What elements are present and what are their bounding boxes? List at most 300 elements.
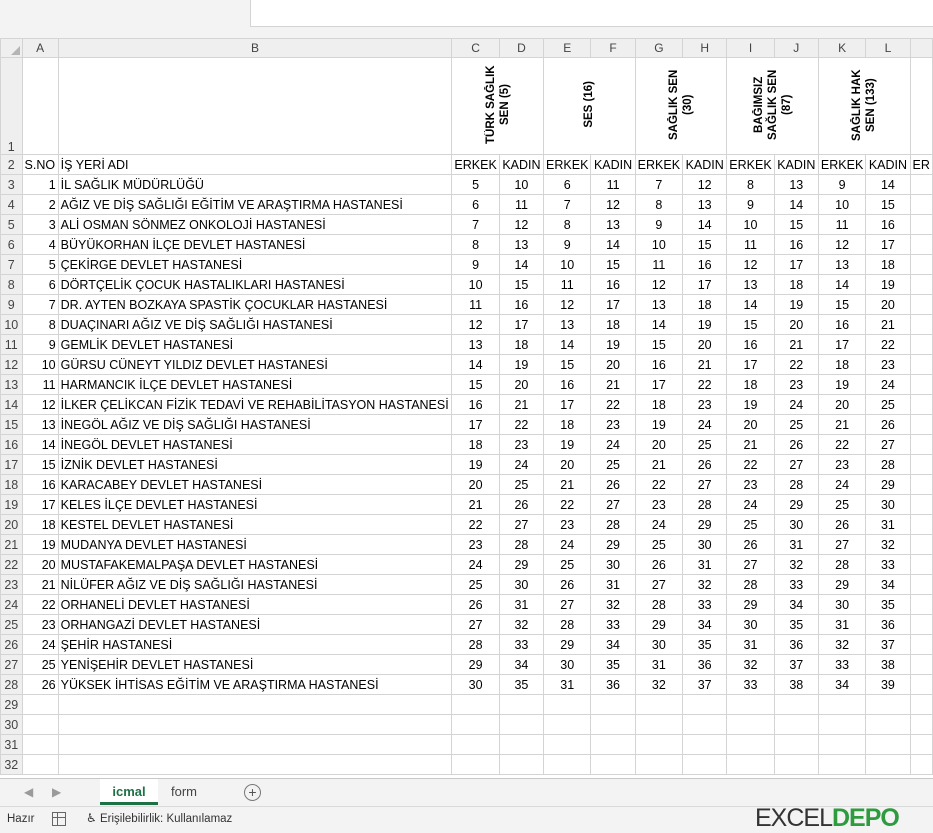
row-header[interactable]: 8 [1, 275, 23, 295]
select-all-corner[interactable] [1, 39, 23, 58]
cell[interactable] [58, 755, 452, 775]
cell[interactable] [635, 735, 682, 755]
count-cell[interactable]: 5 [452, 175, 499, 195]
cell[interactable] [910, 255, 932, 275]
sno-cell[interactable]: 21 [22, 575, 58, 595]
column-header[interactable]: J [774, 39, 818, 58]
count-cell[interactable]: 14 [591, 235, 635, 255]
count-cell[interactable]: 22 [635, 475, 682, 495]
count-cell[interactable]: 33 [866, 555, 910, 575]
count-cell[interactable]: 26 [866, 415, 910, 435]
count-cell[interactable]: 25 [727, 515, 774, 535]
count-cell[interactable]: 25 [591, 455, 635, 475]
count-cell[interactable]: 25 [866, 395, 910, 415]
count-cell[interactable]: 20 [774, 315, 818, 335]
cell[interactable] [635, 715, 682, 735]
count-cell[interactable]: 26 [727, 535, 774, 555]
name-cell[interactable]: AĞIZ VE DİŞ SAĞLIĞI EĞİTİM VE ARAŞTIRMA HASTANESİ [58, 195, 452, 215]
count-cell[interactable]: 27 [544, 595, 591, 615]
count-cell[interactable]: 6 [452, 195, 499, 215]
sno-cell[interactable]: 24 [22, 635, 58, 655]
count-cell[interactable]: 11 [591, 175, 635, 195]
count-cell[interactable]: 34 [866, 575, 910, 595]
name-cell[interactable]: HARMANCIK İLÇE DEVLET HASTANESİ [58, 375, 452, 395]
count-cell[interactable]: 32 [818, 635, 865, 655]
count-cell[interactable]: 20 [635, 435, 682, 455]
name-cell[interactable]: KARACABEY DEVLET HASTANESİ [58, 475, 452, 495]
count-cell[interactable]: 16 [591, 275, 635, 295]
count-cell[interactable]: 12 [544, 295, 591, 315]
count-cell[interactable]: 27 [818, 535, 865, 555]
sno-cell[interactable]: 18 [22, 515, 58, 535]
count-cell[interactable]: 26 [635, 555, 682, 575]
count-cell[interactable]: 15 [683, 235, 727, 255]
cell[interactable] [910, 295, 932, 315]
count-cell[interactable]: 27 [727, 555, 774, 575]
count-cell[interactable]: 23 [727, 475, 774, 495]
count-cell[interactable]: 11 [818, 215, 865, 235]
column-header[interactable]: F [591, 39, 635, 58]
name-cell[interactable]: İNEGÖL AĞIZ VE DİŞ SAĞLIĞI HASTANESİ [58, 415, 452, 435]
cell[interactable] [727, 695, 774, 715]
name-cell[interactable]: ORHANELİ DEVLET HASTANESİ [58, 595, 452, 615]
count-cell[interactable]: 20 [452, 475, 499, 495]
count-cell[interactable]: 34 [683, 615, 727, 635]
count-cell[interactable]: 29 [683, 515, 727, 535]
kadin-header-cell[interactable]: KADIN [683, 155, 727, 175]
cell[interactable] [22, 755, 58, 775]
count-cell[interactable]: 15 [818, 295, 865, 315]
cell[interactable] [499, 735, 543, 755]
name-cell[interactable]: ŞEHİR HASTANESİ [58, 635, 452, 655]
name-cell[interactable]: NİLÜFER AĞIZ VE DİŞ SAĞLIĞI HASTANESİ [58, 575, 452, 595]
count-cell[interactable]: 30 [727, 615, 774, 635]
cell[interactable] [910, 495, 932, 515]
count-cell[interactable]: 12 [635, 275, 682, 295]
count-cell[interactable]: 34 [591, 635, 635, 655]
cell[interactable] [774, 715, 818, 735]
count-cell[interactable]: 18 [683, 295, 727, 315]
sno-cell[interactable]: 4 [22, 235, 58, 255]
count-cell[interactable]: 15 [544, 355, 591, 375]
row-header[interactable]: 15 [1, 415, 23, 435]
name-cell[interactable]: YENİŞEHİR DEVLET HASTANESİ [58, 655, 452, 675]
count-cell[interactable]: 28 [635, 595, 682, 615]
cell[interactable] [910, 435, 932, 455]
count-cell[interactable]: 31 [544, 675, 591, 695]
row-header[interactable]: 29 [1, 695, 23, 715]
count-cell[interactable]: 17 [866, 235, 910, 255]
row-header[interactable]: 16 [1, 435, 23, 455]
row-header[interactable]: 26 [1, 635, 23, 655]
cell[interactable] [910, 355, 932, 375]
cell[interactable] [866, 735, 910, 755]
cell[interactable] [818, 695, 865, 715]
count-cell[interactable]: 20 [499, 375, 543, 395]
count-cell[interactable]: 11 [452, 295, 499, 315]
count-cell[interactable]: 8 [635, 195, 682, 215]
count-cell[interactable]: 37 [866, 635, 910, 655]
cell[interactable] [22, 695, 58, 715]
count-cell[interactable]: 16 [635, 355, 682, 375]
tab-icmal[interactable]: icmal [100, 779, 158, 805]
cell[interactable] [910, 615, 932, 635]
cell[interactable] [774, 695, 818, 715]
count-cell[interactable]: 24 [452, 555, 499, 575]
count-cell[interactable]: 9 [635, 215, 682, 235]
count-cell[interactable]: 7 [452, 215, 499, 235]
count-cell[interactable]: 31 [774, 535, 818, 555]
sno-cell[interactable]: 17 [22, 495, 58, 515]
count-cell[interactable]: 30 [452, 675, 499, 695]
count-cell[interactable]: 10 [818, 195, 865, 215]
count-cell[interactable]: 25 [452, 575, 499, 595]
cell[interactable] [910, 575, 932, 595]
cell[interactable] [544, 695, 591, 715]
count-cell[interactable]: 21 [683, 355, 727, 375]
count-cell[interactable]: 39 [866, 675, 910, 695]
count-cell[interactable]: 24 [818, 475, 865, 495]
count-cell[interactable]: 26 [452, 595, 499, 615]
cell[interactable] [683, 735, 727, 755]
count-cell[interactable]: 16 [774, 235, 818, 255]
count-cell[interactable]: 9 [544, 235, 591, 255]
count-cell[interactable]: 19 [591, 335, 635, 355]
count-cell[interactable]: 28 [818, 555, 865, 575]
count-cell[interactable]: 18 [774, 275, 818, 295]
count-cell[interactable]: 34 [774, 595, 818, 615]
count-cell[interactable]: 22 [774, 355, 818, 375]
count-cell[interactable]: 15 [866, 195, 910, 215]
tab-form[interactable]: form [171, 784, 197, 799]
count-cell[interactable]: 17 [635, 375, 682, 395]
count-cell[interactable]: 13 [727, 275, 774, 295]
row-header[interactable]: 13 [1, 375, 23, 395]
count-cell[interactable]: 16 [866, 215, 910, 235]
count-cell[interactable]: 27 [499, 515, 543, 535]
count-cell[interactable]: 17 [499, 315, 543, 335]
count-cell[interactable]: 13 [683, 195, 727, 215]
erkek-header-cell[interactable]: ERKEK [635, 155, 682, 175]
count-cell[interactable]: 21 [452, 495, 499, 515]
count-cell[interactable]: 33 [591, 615, 635, 635]
sno-cell[interactable]: 16 [22, 475, 58, 495]
row-header[interactable]: 7 [1, 255, 23, 275]
count-cell[interactable]: 14 [635, 315, 682, 335]
cell[interactable] [866, 715, 910, 735]
count-cell[interactable]: 19 [727, 395, 774, 415]
count-cell[interactable]: 27 [591, 495, 635, 515]
count-cell[interactable]: 27 [683, 475, 727, 495]
tab-scroll-left-icon[interactable]: ◀ [24, 785, 34, 799]
accessibility-icon[interactable]: ♿ [86, 811, 97, 825]
cell[interactable] [727, 755, 774, 775]
count-cell[interactable]: 17 [452, 415, 499, 435]
count-cell[interactable]: 21 [866, 315, 910, 335]
count-cell[interactable]: 32 [683, 575, 727, 595]
cell[interactable] [499, 755, 543, 775]
count-cell[interactable]: 17 [727, 355, 774, 375]
count-cell[interactable]: 26 [499, 495, 543, 515]
count-cell[interactable]: 38 [774, 675, 818, 695]
name-cell[interactable]: İZNİK DEVLET HASTANESİ [58, 455, 452, 475]
row-header[interactable]: 28 [1, 675, 23, 695]
add-sheet-button[interactable] [244, 784, 261, 801]
cell[interactable] [910, 275, 932, 295]
row-header[interactable]: 22 [1, 555, 23, 575]
cell[interactable] [910, 755, 932, 775]
count-cell[interactable]: 29 [774, 495, 818, 515]
count-cell[interactable]: 31 [591, 575, 635, 595]
count-cell[interactable]: 24 [544, 535, 591, 555]
accessibility-status[interactable]: Erişilebilirlik: Kullanılamaz [100, 813, 233, 825]
sno-cell[interactable]: 8 [22, 315, 58, 335]
count-cell[interactable]: 31 [499, 595, 543, 615]
count-cell[interactable]: 36 [683, 655, 727, 675]
count-cell[interactable]: 11 [635, 255, 682, 275]
count-cell[interactable]: 27 [866, 435, 910, 455]
cell[interactable] [544, 735, 591, 755]
count-cell[interactable]: 12 [727, 255, 774, 275]
count-cell[interactable]: 25 [499, 475, 543, 495]
cell[interactable] [499, 695, 543, 715]
column-header[interactable]: A [22, 39, 58, 58]
union-group-header[interactable] [727, 58, 819, 155]
row-header[interactable]: 6 [1, 235, 23, 255]
cell[interactable] [910, 715, 932, 735]
count-cell[interactable]: 10 [727, 215, 774, 235]
count-cell[interactable]: 32 [774, 555, 818, 575]
sno-cell[interactable]: 12 [22, 395, 58, 415]
cell[interactable] [683, 695, 727, 715]
cell[interactable] [727, 735, 774, 755]
cell[interactable] [818, 735, 865, 755]
count-cell[interactable]: 22 [591, 395, 635, 415]
count-cell[interactable]: 35 [591, 655, 635, 675]
count-cell[interactable]: 37 [683, 675, 727, 695]
count-cell[interactable]: 29 [635, 615, 682, 635]
count-cell[interactable]: 10 [452, 275, 499, 295]
count-cell[interactable]: 17 [818, 335, 865, 355]
count-cell[interactable]: 18 [591, 315, 635, 335]
count-cell[interactable]: 13 [774, 175, 818, 195]
count-cell[interactable]: 9 [452, 255, 499, 275]
cell[interactable] [499, 715, 543, 735]
count-cell[interactable]: 21 [818, 415, 865, 435]
count-cell[interactable]: 28 [774, 475, 818, 495]
cell[interactable] [683, 715, 727, 735]
count-cell[interactable]: 26 [774, 435, 818, 455]
sno-cell[interactable]: 20 [22, 555, 58, 575]
cell[interactable] [910, 215, 932, 235]
count-cell[interactable]: 16 [499, 295, 543, 315]
count-cell[interactable]: 9 [818, 175, 865, 195]
count-cell[interactable]: 22 [727, 455, 774, 475]
count-cell[interactable]: 35 [683, 635, 727, 655]
count-cell[interactable]: 14 [683, 215, 727, 235]
count-cell[interactable]: 32 [635, 675, 682, 695]
union-group-header[interactable] [544, 58, 636, 155]
count-cell[interactable]: 21 [774, 335, 818, 355]
count-cell[interactable]: 20 [866, 295, 910, 315]
row-header[interactable]: 2 [1, 155, 23, 175]
count-cell[interactable]: 18 [727, 375, 774, 395]
cell[interactable] [544, 755, 591, 775]
name-cell[interactable]: DUAÇINARI AĞIZ VE DİŞ SAĞLIĞI HASTANESİ [58, 315, 452, 335]
count-cell[interactable]: 19 [544, 435, 591, 455]
kadin-header-cell[interactable]: KADIN [499, 155, 543, 175]
name-cell[interactable]: GÜRSU CÜNEYT YILDIZ DEVLET HASTANESİ [58, 355, 452, 375]
count-cell[interactable]: 17 [683, 275, 727, 295]
row-header[interactable]: 12 [1, 355, 23, 375]
sno-cell[interactable]: 19 [22, 535, 58, 555]
count-cell[interactable]: 19 [499, 355, 543, 375]
cell[interactable] [910, 695, 932, 715]
count-cell[interactable]: 30 [866, 495, 910, 515]
sno-cell[interactable]: 10 [22, 355, 58, 375]
count-cell[interactable]: 33 [499, 635, 543, 655]
count-cell[interactable]: 14 [499, 255, 543, 275]
count-cell[interactable]: 20 [727, 415, 774, 435]
count-cell[interactable]: 18 [452, 435, 499, 455]
count-cell[interactable]: 23 [544, 515, 591, 535]
cell[interactable] [866, 695, 910, 715]
count-cell[interactable]: 15 [591, 255, 635, 275]
cell[interactable] [727, 715, 774, 735]
column-header[interactable]: D [499, 39, 543, 58]
count-cell[interactable]: 14 [774, 195, 818, 215]
count-cell[interactable]: 25 [635, 535, 682, 555]
kadin-header-cell[interactable]: KADIN [774, 155, 818, 175]
count-cell[interactable]: 18 [544, 415, 591, 435]
count-cell[interactable]: 22 [683, 375, 727, 395]
sno-cell[interactable]: 6 [22, 275, 58, 295]
count-cell[interactable]: 20 [544, 455, 591, 475]
row-header[interactable]: 25 [1, 615, 23, 635]
count-cell[interactable]: 21 [635, 455, 682, 475]
column-header-partial[interactable] [910, 39, 932, 58]
cell[interactable] [910, 475, 932, 495]
count-cell[interactable]: 22 [818, 435, 865, 455]
count-cell[interactable]: 25 [774, 415, 818, 435]
count-cell[interactable]: 21 [499, 395, 543, 415]
count-cell[interactable]: 31 [727, 635, 774, 655]
cell[interactable] [910, 535, 932, 555]
count-cell[interactable]: 28 [866, 455, 910, 475]
count-cell[interactable]: 30 [635, 635, 682, 655]
count-cell[interactable]: 19 [774, 295, 818, 315]
count-cell[interactable]: 31 [635, 655, 682, 675]
count-cell[interactable]: 7 [544, 195, 591, 215]
count-cell[interactable]: 29 [818, 575, 865, 595]
count-cell[interactable]: 35 [499, 675, 543, 695]
cell[interactable] [58, 695, 452, 715]
count-cell[interactable]: 15 [635, 335, 682, 355]
row-header[interactable]: 27 [1, 655, 23, 675]
count-cell[interactable]: 18 [866, 255, 910, 275]
count-cell[interactable]: 33 [727, 675, 774, 695]
name-header-cell[interactable]: İŞ YERİ ADI [58, 155, 452, 175]
count-cell[interactable]: 36 [866, 615, 910, 635]
count-cell[interactable]: 19 [683, 315, 727, 335]
count-cell[interactable]: 24 [866, 375, 910, 395]
count-cell[interactable]: 30 [818, 595, 865, 615]
sno-cell[interactable]: 7 [22, 295, 58, 315]
count-cell[interactable]: 28 [591, 515, 635, 535]
cell[interactable] [591, 695, 635, 715]
count-cell[interactable]: 23 [866, 355, 910, 375]
cell[interactable] [818, 755, 865, 775]
cell[interactable] [910, 395, 932, 415]
count-cell[interactable]: 34 [499, 655, 543, 675]
union-group-header[interactable] [452, 58, 544, 155]
count-cell[interactable]: 20 [818, 395, 865, 415]
count-cell[interactable]: 7 [635, 175, 682, 195]
row-header[interactable]: 10 [1, 315, 23, 335]
count-cell[interactable]: 29 [866, 475, 910, 495]
count-cell[interactable]: 18 [818, 355, 865, 375]
count-cell[interactable]: 27 [635, 575, 682, 595]
cell[interactable] [591, 735, 635, 755]
cell[interactable] [910, 455, 932, 475]
count-cell[interactable]: 17 [544, 395, 591, 415]
count-cell[interactable]: 12 [499, 215, 543, 235]
count-cell[interactable]: 36 [591, 675, 635, 695]
count-cell[interactable]: 10 [499, 175, 543, 195]
row-header[interactable]: 4 [1, 195, 23, 215]
cell[interactable] [910, 635, 932, 655]
count-cell[interactable]: 27 [774, 455, 818, 475]
count-cell[interactable]: 29 [452, 655, 499, 675]
cell[interactable] [635, 755, 682, 775]
row-header[interactable]: 32 [1, 755, 23, 775]
count-cell[interactable]: 23 [635, 495, 682, 515]
sno-cell[interactable]: 23 [22, 615, 58, 635]
row-header[interactable]: 3 [1, 175, 23, 195]
count-cell[interactable]: 16 [544, 375, 591, 395]
count-cell[interactable]: 20 [683, 335, 727, 355]
count-cell[interactable]: 11 [499, 195, 543, 215]
cell[interactable] [452, 695, 499, 715]
count-cell[interactable]: 8 [452, 235, 499, 255]
row-header[interactable]: 30 [1, 715, 23, 735]
count-cell[interactable]: 36 [774, 635, 818, 655]
cell[interactable] [22, 715, 58, 735]
name-cell[interactable]: MUDANYA DEVLET HASTANESİ [58, 535, 452, 555]
count-cell[interactable]: 14 [866, 175, 910, 195]
cell[interactable] [910, 375, 932, 395]
formula-bar[interactable] [250, 0, 933, 27]
kadin-header-cell[interactable]: KADIN [591, 155, 635, 175]
erkek-header-cell[interactable]: ERKEK [727, 155, 774, 175]
cell[interactable] [910, 175, 932, 195]
cell[interactable] [866, 755, 910, 775]
count-cell[interactable]: 12 [683, 175, 727, 195]
count-cell[interactable]: 15 [499, 275, 543, 295]
cell[interactable] [910, 595, 932, 615]
sno-cell[interactable]: 1 [22, 175, 58, 195]
count-cell[interactable]: 13 [544, 315, 591, 335]
cell[interactable] [452, 735, 499, 755]
count-cell[interactable]: 22 [544, 495, 591, 515]
count-cell[interactable]: 23 [683, 395, 727, 415]
count-cell[interactable]: 30 [683, 535, 727, 555]
count-cell[interactable]: 19 [866, 275, 910, 295]
count-cell[interactable]: 27 [452, 615, 499, 635]
count-cell[interactable]: 29 [544, 635, 591, 655]
column-header[interactable]: B [58, 39, 452, 58]
column-header[interactable]: C [452, 39, 499, 58]
